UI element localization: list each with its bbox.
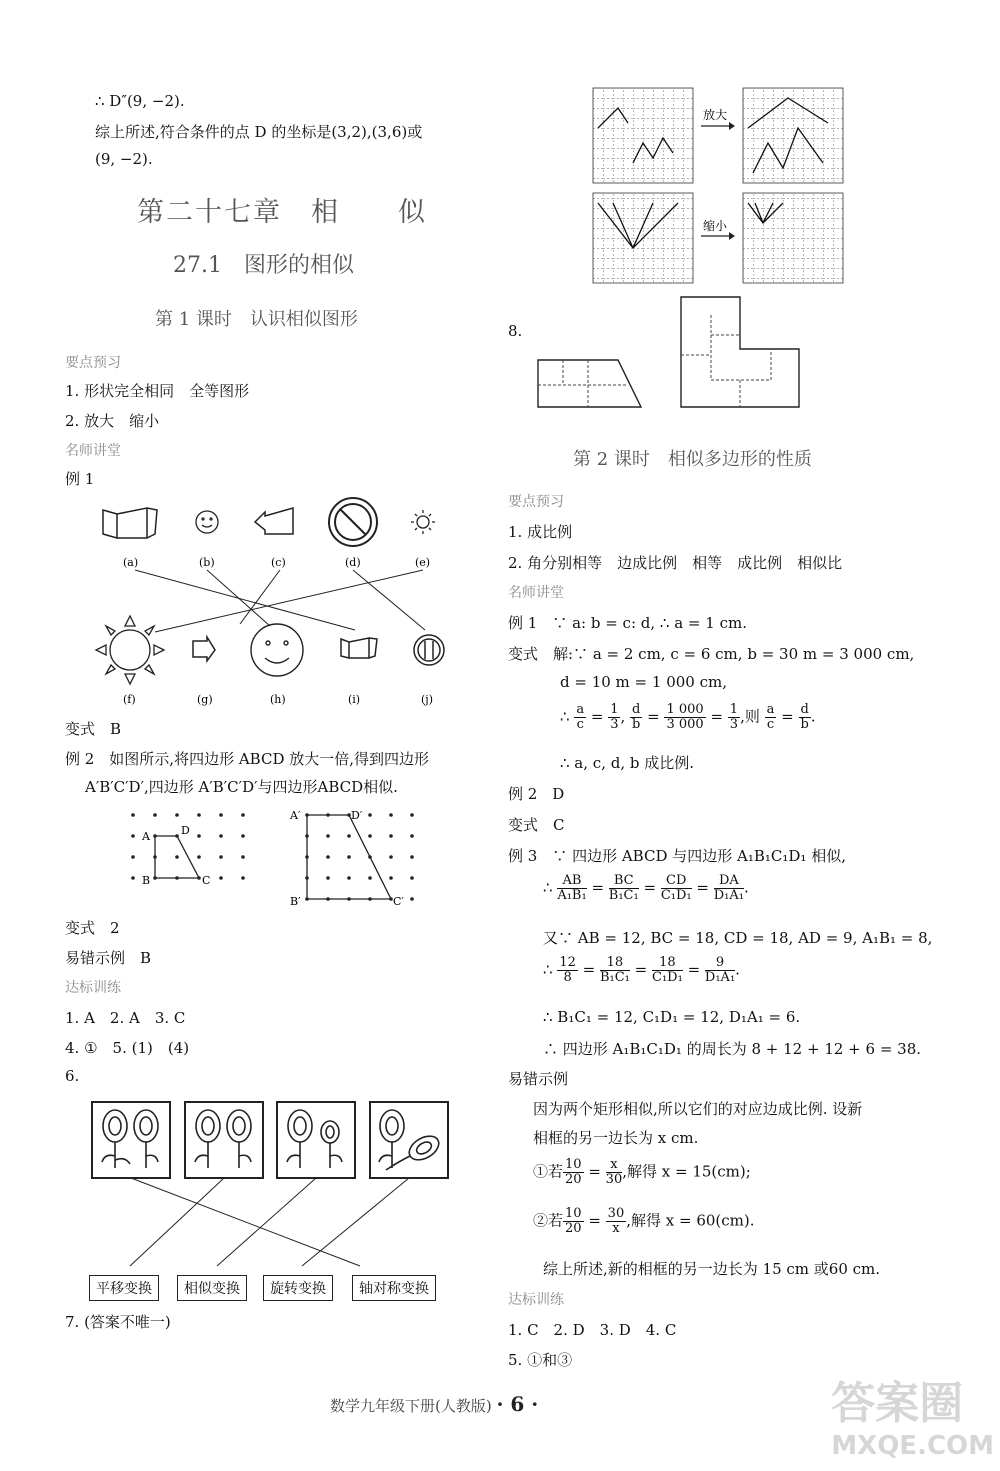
section-label: 名师讲堂 [508, 585, 564, 601]
text-line: ∴ 四边形 A₁B₁C₁D₁ 的周长为 8 + 12 + 12 + 6 = 38. [543, 1040, 922, 1058]
section-title: 27.1 图形的相似 [173, 253, 354, 278]
section-label: 名师讲堂 [65, 443, 121, 459]
text-line: 4. ① 5. (1) (4) [65, 1039, 190, 1057]
fraction-line: ∴ $\frac{12}{8}$ = $\frac{18}{\text{B₁C₁}}$ = $\frac{18}{\text{C₁D₁}}$ = $\frac{9}{\text{D₁A₁}}$ . [543, 955, 740, 985]
fraction-line: ②若 $\frac{10}{20}$ = $\frac{30}{x}$ ,解得 x = 60(cm). [533, 1206, 755, 1236]
arrow-shape-g [193, 637, 215, 661]
text-line: 1. C 2. D 3. D 4. C [508, 1321, 677, 1339]
fraction: $\frac{DA}{\text{D₁A₁}}$ [713, 873, 744, 903]
section-label: 达标训练 [508, 1292, 564, 1308]
fraction: $\frac{18}{\text{B₁C₁}}$ [599, 955, 630, 985]
book-title: 数学九年级下册(人教版) [330, 1397, 492, 1415]
cube-figures [533, 295, 833, 415]
text-line: A′B′C′D′,四边形 A′B′C′D′与四边形ABCD相似. [85, 778, 398, 796]
flower-box-2 [185, 1102, 263, 1178]
large-dot-grid [305, 813, 414, 901]
label-b: (b) [199, 556, 215, 569]
vertex-c: C [202, 874, 211, 887]
fraction: $\frac{d}{b}$ [632, 702, 641, 732]
smiley-large [251, 624, 303, 676]
label-j: (j) [421, 693, 433, 706]
fraction: $\frac{d}{b}$ [800, 702, 809, 732]
fraction: $\frac{9}{\text{D₁A₁}}$ [704, 955, 736, 985]
text-line: 例 2 如图所示,将四边形 ABCD 放大一倍,得到四边形 [65, 750, 430, 768]
matching-lines [135, 570, 425, 632]
text-line: 变式 B [65, 720, 122, 738]
therefore: ∴ [560, 707, 570, 726]
vertex-a: A [142, 830, 150, 843]
fraction: $\frac{x}{30}$ [605, 1157, 623, 1187]
lesson-title: 第 1 课时 认识相似图形 [155, 309, 358, 330]
text-line: 5. ①和③ [508, 1351, 573, 1369]
fraction-line: ∴ $\frac{AB}{\text{A₁B₁}}$ = $\frac{BC}{\text{B₁C₁}}$ = $\frac{CD}{\text{C₁D₁}}$ = $\frac{DA}{\text{D₁A₁}}$ . [543, 873, 749, 903]
transform-label: 平移变换 [89, 1275, 159, 1301]
watermark-logo: 答案圈 [831, 1378, 964, 1429]
text-line: d = 10 m = 1 000 cm, [560, 673, 727, 691]
sun-small [411, 510, 435, 534]
text-line: 变式 C [508, 816, 565, 834]
shape-matching-figure [95, 498, 475, 708]
fraction: $\frac{12}{8}$ [559, 955, 576, 985]
fraction: $\frac{1 000}{3 000}$ [666, 702, 704, 732]
transform-label: 轴对称变换 [352, 1275, 436, 1301]
vertex-a-prime: A′ [290, 809, 301, 822]
fraction: $\frac{10}{20}$ [565, 1157, 582, 1187]
text-line: (9, −2). [95, 150, 153, 168]
text-line: 1. 形状完全相同 全等图形 [65, 382, 250, 400]
shrink-label: 缩小 [703, 219, 728, 233]
prohibit-sign [329, 498, 377, 546]
text-line: 易错示例 B [65, 949, 152, 967]
fraction: $\frac{BC}{\text{B₁C₁}}$ [608, 873, 639, 903]
prohibit-sign-small [414, 635, 444, 665]
section-label: 要点预习 [508, 494, 564, 510]
flower-box-3 [277, 1102, 355, 1178]
text-line: 2. 角分别相等 边成比例 相等 成比例 相似比 [508, 554, 843, 572]
text-line: 相框的另一边长为 x cm. [533, 1129, 699, 1147]
label-f: (f) [123, 693, 136, 706]
transform-label: 相似变换 [177, 1275, 247, 1301]
enlarge-shrink-grids [593, 88, 933, 288]
text-line: 因为两个矩形相似,所以它们的对应边成比例. 设新 [533, 1100, 863, 1118]
text-line: 综上所述,新的相框的另一边长为 15 cm 或60 cm. [543, 1260, 881, 1278]
banner-shape-a [103, 508, 157, 538]
flower-box-4 [370, 1102, 448, 1178]
vertex-d-prime: D′ [351, 809, 363, 822]
vertex-b: B [142, 874, 151, 887]
flower-transform-figure [90, 1098, 460, 1293]
text-line: ∴ B₁C₁ = 12, C₁D₁ = 12, D₁A₁ = 6. [543, 1008, 801, 1026]
enlarge-label: 放大 [703, 108, 728, 122]
label-d: (d) [345, 556, 361, 569]
vertex-d: D [181, 824, 190, 837]
matching-lines [130, 1178, 409, 1266]
arrow-shape-c [255, 508, 293, 534]
text-line: ∴ D″(9, −2). [95, 92, 185, 110]
dot-grid-figure [125, 805, 415, 915]
smiley-small [196, 511, 218, 533]
fraction: $\frac{30}{x}$ [607, 1206, 625, 1236]
banner-shape-i [341, 638, 377, 658]
fraction-line: ①若 $\frac{10}{20}$ = $\frac{x}{30}$ ,解得 x = 15(cm); [533, 1157, 751, 1187]
text-line: 例 2 D [508, 785, 565, 803]
label-h: (h) [270, 693, 286, 706]
text-line: 变式 2 [65, 919, 120, 937]
sun-large [96, 616, 164, 684]
chapter-title: 第二十七章 相 似 [137, 197, 427, 228]
section-label: 要点预习 [65, 355, 121, 371]
fraction: $\frac{CD}{\text{C₁D₁}}$ [660, 873, 692, 903]
fraction: $\frac{1}{3}$ [610, 702, 619, 732]
text-line: 易错示例 [508, 1070, 569, 1088]
transform-label: 旋转变换 [263, 1275, 333, 1301]
label-e: (e) [415, 556, 431, 569]
fraction: $\frac{1}{3}$ [729, 702, 739, 732]
section-label: 达标训练 [65, 980, 121, 996]
text-line: 1. A 2. A 3. C [65, 1009, 186, 1027]
fraction: $\frac{AB}{\text{A₁B₁}}$ [557, 873, 587, 903]
text-line: 又∵ AB = 12, BC = 18, CD = 18, AD = 9, A₁B₁ = 8, [543, 929, 933, 947]
fraction: $\frac{a}{c}$ [576, 702, 585, 732]
text-line: 1. 成比例 [508, 523, 573, 541]
fraction-line: ∴ $\frac{a}{c}$ = $\frac{1}{3}$ , $\frac{d}{b}$ = $\frac{1 000}{3 000}$ = $\frac{1}{3}$ ,则 $\frac{a}{c}$ = $\frac{d}{b}$ . [560, 702, 816, 732]
text-line: 变式 解:∵ a = 2 cm, c = 6 cm, b = 30 m = 3 000 cm, [508, 645, 915, 663]
fraction: $\frac{18}{\text{C₁D₁}}$ [652, 955, 683, 985]
lesson-title: 第 2 课时 相似多边形的性质 [573, 449, 812, 470]
text-line: ∴ a, c, d, b 成比例. [560, 754, 695, 772]
label-g: (g) [197, 693, 213, 706]
text-line: 综上所述,符合条件的点 D 的坐标是(3,2),(3,6)或 [95, 123, 423, 141]
label-i: (i) [348, 693, 361, 706]
label-c: (c) [271, 556, 286, 569]
text-line: 例 3 ∵ 四边形 ABCD 与四边形 A₁B₁C₁D₁ 相似, [508, 847, 846, 865]
watermark-url: MXQE.COM [831, 1431, 994, 1461]
vertex-c-prime: C′ [393, 895, 404, 908]
text-line: 例 1 ∵ a: b = c: d, ∴ a = 1 cm. [508, 614, 747, 632]
vertex-b-prime: B′ [290, 895, 301, 908]
page-number: · 6 · [496, 1392, 539, 1416]
shrink-arrow [701, 232, 735, 240]
page-footer [330, 1392, 538, 1416]
fraction: $\frac{10}{20}$ [565, 1206, 582, 1236]
text-line: 6. [65, 1067, 80, 1085]
flower-box-1 [92, 1102, 170, 1178]
fraction: $\frac{a}{c}$ [766, 702, 775, 732]
label-a: (a) [123, 556, 139, 569]
text-line: 2. 放大 缩小 [65, 412, 160, 430]
example-label: 例 1 [65, 470, 95, 488]
watermark [831, 1367, 994, 1461]
text-line: 7. (答案不唯一) [65, 1313, 171, 1331]
enlarge-arrow [701, 122, 735, 130]
text-line: 8. [508, 322, 523, 340]
